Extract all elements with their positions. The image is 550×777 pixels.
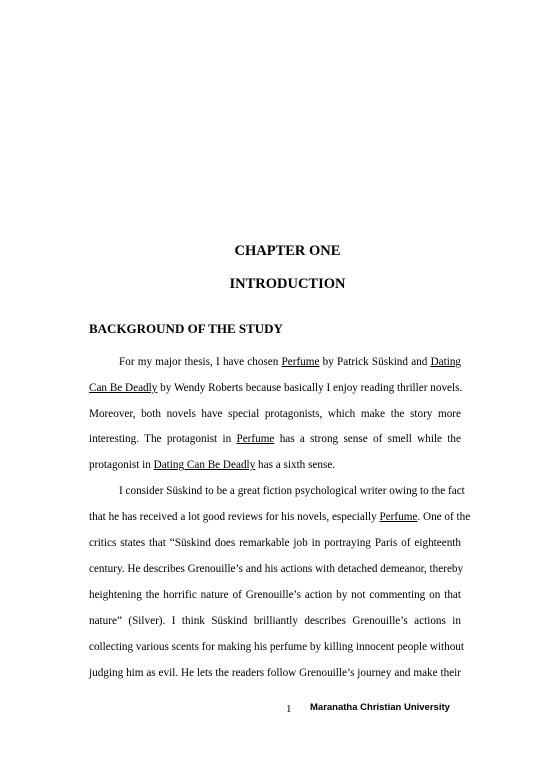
chapter-title: INTRODUCTION [229, 276, 346, 292]
paragraph-line: Can Be Deadly by Wendy Roberts because basically I enjoy reading thriller novels. [89, 382, 463, 394]
page-number: 1 [286, 703, 292, 715]
paragraph-line: For my major thesis, I have chosen Perfume by Patrick Süskind and Dating [119, 356, 462, 368]
paragraph-line: Moreover, both novels have special protagonists, which make the story more [89, 408, 461, 420]
paragraph-line: interesting. The protagonist in Perfume has a strong sense of smell while the [89, 433, 461, 445]
paragraph-line: judging him as evil. He lets the readers follow Grenouille’s journey and make their [89, 667, 461, 679]
paragraph-line: I consider Süskind to be a great fiction psychological writer owing to the fact [119, 485, 465, 497]
paragraph-line: century. He describes Grenouille’s and his actions with detached demeanor, thereby [89, 563, 464, 575]
paragraph-line: critics states that “Süskind does remarkable job in portraying Paris of eighteenth [89, 537, 461, 549]
paragraph-line: nature” (Silver). I think Süskind brilliantly describes Grenouille’s actions in [89, 615, 461, 627]
paragraph-line: that he has received a lot good reviews for his novels, especially Perfume. One of the [89, 511, 471, 523]
chapter-number: CHAPTER ONE [234, 243, 341, 259]
paragraph-line: collecting various scents for making his perfume by killing innocent people without [89, 641, 465, 653]
paragraph-line: protagonist in Dating Can Be Deadly has a sixth sense. [89, 459, 336, 471]
university-footer: Maranatha Christian University [310, 702, 450, 713]
section-heading: BACKGROUND OF THE STUDY [89, 321, 283, 336]
paragraph-line: heightening the horrific nature of Grenouille’s action by not commenting on that [89, 589, 461, 601]
